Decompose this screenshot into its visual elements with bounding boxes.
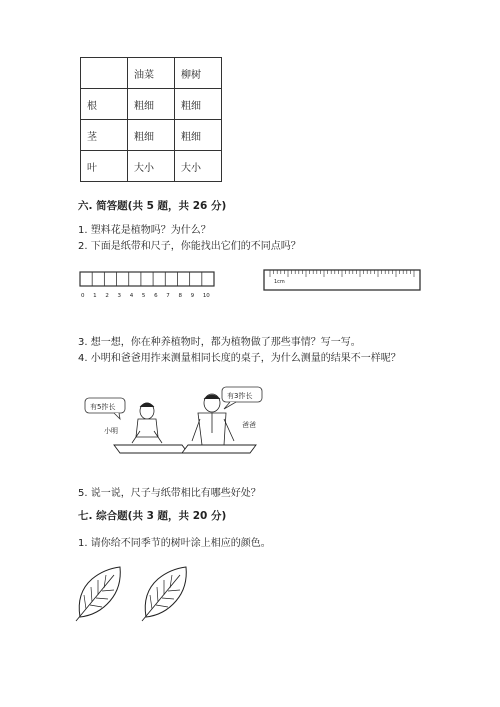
question-6-3: 3. 想一想，你在种养植物时，都为植物做了那些事情？写一写。	[78, 337, 361, 348]
table-cell: 大小	[175, 151, 222, 182]
table-cell: 大小	[128, 151, 175, 182]
table-cell: 根	[81, 89, 128, 120]
strip-number: 6	[154, 293, 158, 299]
strip-number: 7	[166, 293, 170, 299]
table-left	[114, 445, 188, 453]
leaf-outline	[74, 565, 124, 623]
section-6-title: 六. 简答题(共 5 题，共 26 分)	[78, 200, 227, 212]
table-row	[81, 89, 222, 120]
table-cell	[81, 58, 128, 89]
paper-strip	[80, 272, 214, 286]
table-cell: 油菜	[128, 58, 175, 89]
table-cell: 粗细	[128, 120, 175, 151]
comparison-table	[80, 57, 222, 182]
table-cell: 茎	[81, 120, 128, 151]
strip-number: 3	[117, 293, 122, 299]
speech-bubble-right	[222, 387, 262, 409]
question-6-5: 5. 说一说，尺子与纸带相比有哪些好处？	[78, 488, 261, 499]
leaf-outline	[140, 565, 190, 623]
strip-number: 5	[141, 293, 146, 299]
name-xiaoming: 小明	[104, 427, 118, 435]
strip-number: 8	[178, 293, 182, 299]
strip-number: 2	[105, 293, 109, 299]
table-cell: 柳树	[175, 58, 222, 89]
xiaoming-figure	[132, 403, 162, 443]
table-row	[81, 120, 222, 151]
strip-number: 10	[202, 293, 210, 299]
strip-number: 9	[190, 293, 195, 299]
strip-number: 4	[129, 293, 134, 299]
table-cell: 粗细	[128, 89, 175, 120]
table-right	[182, 445, 256, 453]
table-cell: 粗细	[175, 89, 222, 120]
measuring-illustration	[84, 385, 284, 465]
name-dad: 爸爸	[242, 421, 256, 429]
ruler-figure	[262, 268, 422, 294]
table-cell: 叶	[81, 151, 128, 182]
speech-bubble-left	[85, 398, 125, 419]
table-cell: 粗细	[175, 120, 222, 151]
section-7-title: 七. 综合题(共 3 题，共 20 分)	[78, 510, 227, 522]
question-6-2: 2. 下面是纸带和尺子，你能找出它们的不同点吗？	[78, 241, 301, 252]
ruler-label: 1cm	[274, 279, 285, 285]
strip-number: 1	[93, 293, 97, 299]
question-6-1: 1. 塑料花是植物吗？为什么？	[78, 225, 211, 236]
table-row	[81, 151, 222, 182]
bubble-right-text: 有3拃长	[227, 392, 253, 400]
bubble-left-text: 有5拃长	[90, 403, 116, 411]
question-7-1: 1. 请你给不同季节的树叶涂上相应的颜色。	[78, 538, 271, 549]
question-6-4: 4. 小明和爸爸用拃来测量相同长度的桌子，为什么测量的结果不一样呢？	[78, 353, 401, 364]
table-header-row	[81, 58, 222, 89]
paper-strip-figure	[78, 270, 218, 302]
strip-number: 0	[81, 293, 85, 299]
